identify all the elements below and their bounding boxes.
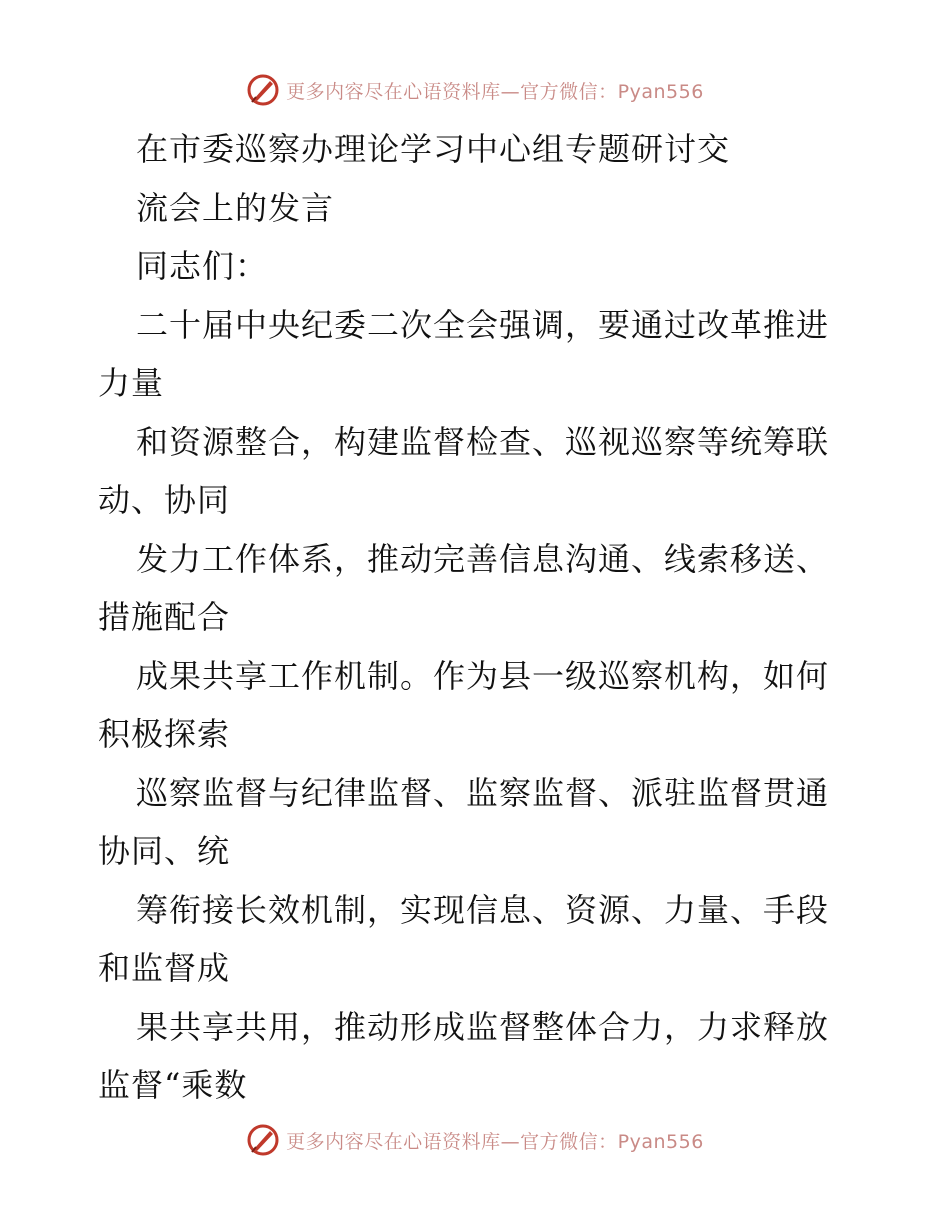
text-line: 动、协同 [98, 481, 231, 519]
watermark-header [0, 70, 950, 110]
watermark-footer [0, 1120, 950, 1160]
text-line: 二十届中央纪委二次全会强调，要通过改革推进 [136, 305, 830, 344]
quill-logo-icon [246, 1123, 280, 1157]
text-line: 同志们： [136, 247, 269, 285]
text-line: 和资源整合，构建监督检查、巡视巡察等统筹联 [136, 422, 830, 461]
text-line: 流会上的发言 [136, 188, 335, 227]
text-line: 协同、统 [98, 832, 231, 870]
text-line: 果共享共用，推动形成监督整体合力，力求释放 [136, 1007, 830, 1046]
text-line: 积极探索 [98, 715, 231, 753]
text-line: 在市委巡察办理论学习中心组专题研讨交 [136, 130, 731, 168]
watermark-text: 更多内容尽在心语资料库—官方微信：Pyan556 [286, 80, 704, 103]
text-line: 成果共享工作机制。作为县一级巡察机构，如何 [136, 656, 830, 695]
text-line: 筹衔接长效机制，实现信息、资源、力量、手段 [136, 890, 830, 929]
text-line: 力量 [98, 364, 165, 402]
text-line: 监督“乘数 [98, 1066, 248, 1104]
text-line: 巡察监督与纪律监督、监察监督、派驻监督贯通 [136, 773, 830, 812]
document-body [98, 120, 858, 1115]
watermark-text: 更多内容尽在心语资料库—官方微信：Pyan556 [286, 1130, 704, 1153]
text-line: 措施配合 [98, 598, 231, 636]
text-line: 和监督成 [98, 949, 231, 987]
text-line: 发力工作体系，推动完善信息沟通、线索移送、 [136, 539, 830, 578]
quill-logo-icon [246, 73, 280, 107]
